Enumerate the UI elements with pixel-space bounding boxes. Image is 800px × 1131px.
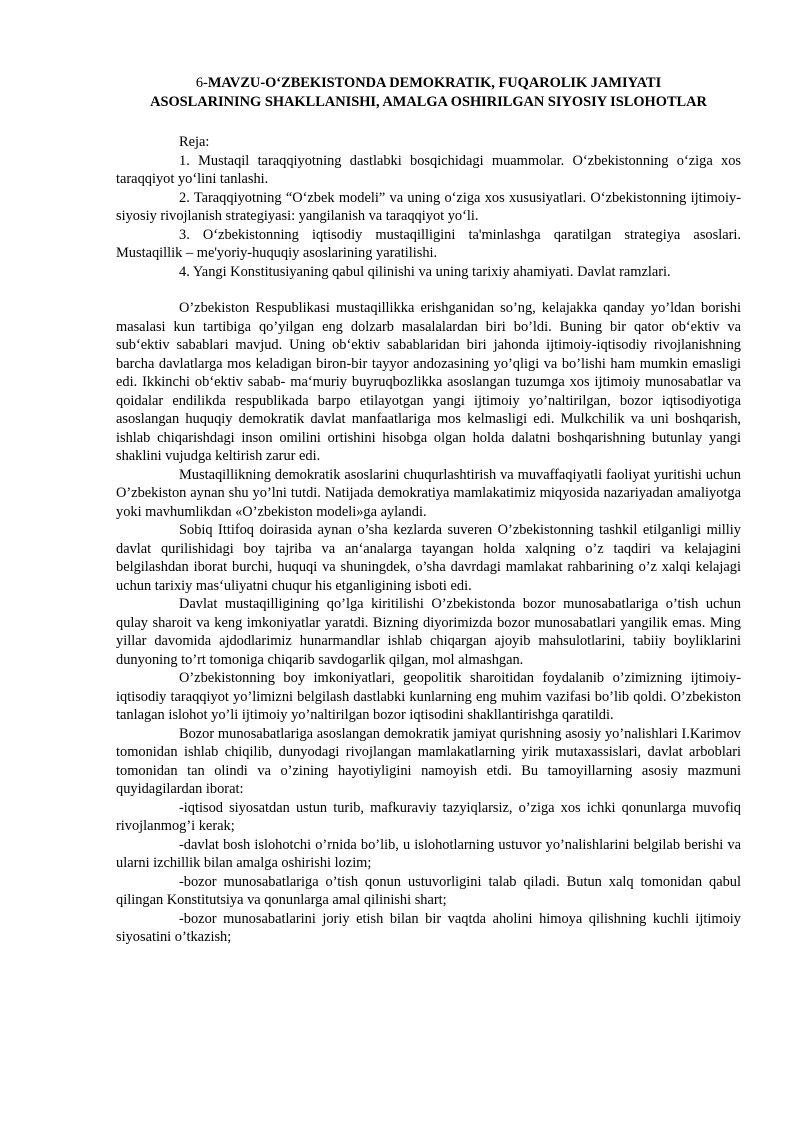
paragraph: O’zbekistonning boy imkoniyatlari, geopolitik sharoitidan foydalanib o’zimizning ijtimoiy-iqtisodiy taraqqiyot yo’limizni belgilash dastlabki kunlarning eng muhim vazifasi bo’lib qoldi. O’zbekiston tanlagan islohot yo’li ijtimoiy yo’naltirilgan bozor iqtisodini shakllantirishga qaratildi.: [116, 670, 741, 723]
document-title: [116, 74, 741, 111]
paragraph: Sobiq Ittifoq doirasida aynan o’sha kezlarda suveren O’zbekistonning tashkil etilganligi milliy davlat qurilishidagi boy tajriba va an‘analarga tayangan holda xalqning o’z taqdiri va kelajagini belgilashdan iborat burchi, huquqi va shuningdek, o’sha davrdagi mamlakat rahbarining o’z xalqi kelajagi uchun tarixiy mas‘uliyatni chuqur his etganligining isboti edi.: [116, 522, 741, 594]
plan-item-1: 1. Mustaqil taraqqiyotning dastlabki bosqichidagi muammolar. O‘zbekistonning o‘ziga xos taraqqiyot yo‘lini tanlashi.: [116, 152, 741, 187]
plan-heading: Reja:: [179, 134, 210, 150]
title-number: 6-: [195, 75, 208, 91]
paragraph: O’zbekiston Respublikasi mustaqillikka erishganidan so’ng, kelajakka qanday yo’ldan borishi masalasi kun tartibiga qo’yilgan eng dolzarb masalalardan biri bo’ldi. Buning bir qator ob‘ektiv va sub‘ektiv sabablari mavjud. Uning ob‘ektiv sabablaridan biri jahonda ijtimoiy-iqtisodiy rivojlanishning barcha davlatlarga mos keladigan biron-bir tayyor andozasining yo’qligi va bo’lishi ham mumkin emasligi edi. Ikkinchi ob‘ektiv sabab- ma‘muriy buyruqbozlikka asoslangan tuzumga xos ijtimoiy munosabatlar va qoidalar endilikda respublikada barpo etilayotgan yangi ijtimoiy yo’naltirilgan, bozor iqtisodiyotiga asoslangan huquqiy demokratik davlat manfaatlariga mos kelmasligi edi. Mulkchilik va uni boshqarish, ishlab chiqarishdagi inson omilini ortishini hisobga olgan holda dalatni boshqarishning butunlay yangi shaklini vujudga keltirish zarur edi.: [116, 300, 741, 464]
title-line-1: MAVZU-O‘ZBEKISTONDA DEMOKRATIK, FUQAROLIK JAMIYATI: [207, 75, 662, 91]
list-item: -bozor munosabatlariga o’tish qonun ustuvorligini talab qiladi. Butun xalq tomonidan qabul qilingan Konstitutsiya va qonunlarga amal qilinishi shart;: [116, 873, 741, 908]
list-item: -iqtisod siyosatdan ustun turib, mafkuraviy tazyiqlarsiz, o’ziga xos ichki qonunlarga muvofiq rivojlanmog’i kerak;: [116, 799, 741, 834]
paragraph: Bozor munosabatlariga asoslangan demokratik jamiyat qurishning asosiy yo’nalishlari I.Karimov tomonidan ishlab chiqilib, dunyodagi rivojlangan mamlakatlarning yirik mutaxassislari, davlat arboblari tomonidan tan olindi va o’zining hayotiyligini namoyish etdi. Bu tamoyillarning asosiy mazmuni quyidagilardan iborat:: [116, 725, 741, 797]
plan-section: [116, 133, 741, 281]
plan-item-2: 2. Taraqqiyotning “O‘zbek modeli” va uning o‘ziga xos xususiyatlari. O‘zbekistonning ijtimoiy-siyosiy rivojlanish strategiyasi: yangilanish va taraqqiyot yo‘li.: [116, 189, 741, 224]
paragraph: Davlat mustaqilligining qo’lga kiritilishi O’zbekistonda bozor munosabatlariga o’tish uchun qulay sharoit va keng imkoniyatlar yaratdi. Bizning diyorimizda bozor munosabatlari yangilik emas. Ming yillar davomida ajdodlarimiz hunarmandlar ishlab chiqargan ajoyib mahsulotlarini, tabiiy boyliklarini dunyoning to’rt tomoniga chiqarib savdogarlik qilgan, mol almashgan.: [116, 596, 741, 668]
document-page: [116, 74, 741, 947]
paragraph: Mustaqillikning demokratik asoslarini chuqurlashtirish va muvaffaqiyatli faoliyat yuritishi uchun O’zbekiston aynan shu yo’lni tutdi. Natijada demokratiya mamlakatimiz miqyosida nazariyadan amaliyotga yoki mavhumlikdan «O’zbekiston modeli»ga aylandi.: [116, 466, 741, 520]
title-line-2: ASOSLARINING SHAKLLANISHI, AMALGA OSHIRILGAN SIYOSIY ISLOHOTLAR: [150, 93, 707, 110]
plan-item-4: 4. Yangi Konstitusiyaning qabul qilinishi va uning tarixiy ahamiyati. Davlat ramzlari.: [179, 263, 671, 280]
plan-item-3: 3. O‘zbekistonning iqtisodiy mustaqilligini ta'minlashga qaratilgan strategiya asoslari. Mustaqillik – me'yoriy-huquqiy asoslarining yaratilishi.: [116, 226, 741, 261]
list-item: -bozor munosabatlarini joriy etish bilan bir vaqtda aholini himoya qilishning kuchli ijtimoiy siyosatini o’tkazish;: [116, 910, 741, 945]
list-item: -davlat bosh islohotchi o’rnida bo’lib, u islohotlarning ustuvor yo’nalishlarini belgilab berishi va ularni izchillik bilan amalga oshirishi lozim;: [116, 836, 741, 871]
body-text: [116, 299, 741, 947]
